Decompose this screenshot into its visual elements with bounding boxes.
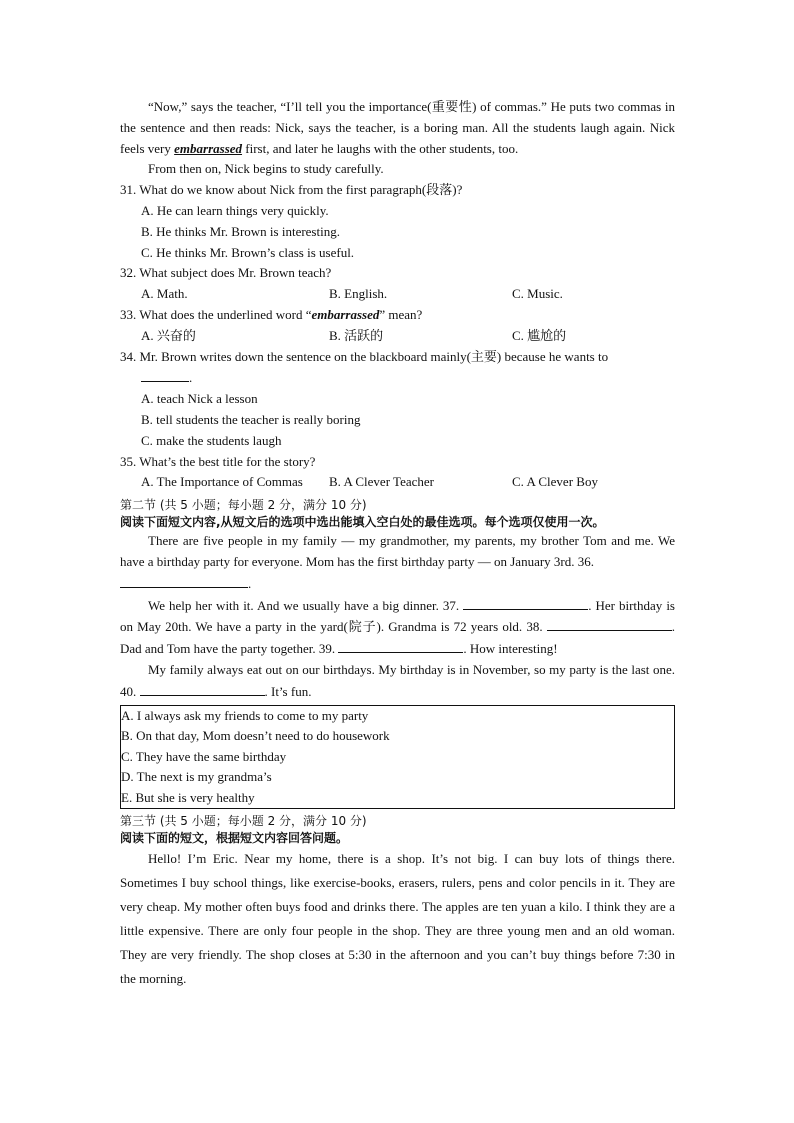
section2-heading: 第二节 (共 5 小题；每小题 2 分，满分 10 分) xyxy=(120,498,367,513)
q35-option-b: B. A Clever Teacher xyxy=(329,474,434,490)
blank-40 xyxy=(140,681,265,696)
blank-37 xyxy=(463,595,588,610)
q31-option-c: C. He thinks Mr. Brown’s class is useful. xyxy=(141,244,355,260)
options-box xyxy=(120,705,675,810)
question-32: 32. What subject does Mr. Brown teach? xyxy=(120,265,332,281)
q33-option-b: B. 活跃的 xyxy=(329,327,384,343)
q31-option-a: A. He can learn things very quickly. xyxy=(141,202,329,218)
question-35: 35. What’s the best title for the story? xyxy=(120,453,316,469)
section3-instruction: 阅读下面的短文，根据短文内容回答问题。 xyxy=(120,831,349,846)
q35-options xyxy=(120,472,675,493)
passage1-paragraph: “Now,” says the teacher, “I’ll tell you the importance(重要性) of commas.” He puts two commas in the sentence and then reads: Nick, says the teacher, is a boring man. All the students laugh again. Nick feels very embarrassed first, and later he laughs with the other students, too. xyxy=(120,99,675,156)
section2-paragraph-1: There are five people in my family — my grandmother, my parents, my brother Tom and me. We have a birthday party for everyone. Mom has the first birthday party — on January 3rd. 36. xyxy=(120,533,675,569)
option-c: C. They have the same birthday xyxy=(121,748,287,764)
q33-option-a: A. 兴奋的 xyxy=(141,327,196,343)
q32-options xyxy=(120,284,675,305)
question-34: 34. Mr. Brown writes down the sentence on the blackboard mainly(主要) because he wants to xyxy=(120,348,609,364)
q32-option-b: B. English. xyxy=(329,286,388,302)
section3-paragraph: Hello! I’m Eric. Near my home, there is a shop. It’s not big. I can buy lots of things there. Sometimes I buy school things, like exercise-books, erasers, rulers, pens and color pencils in it. They are very cheap. My mother often buys food and drinks there. The apples are ten yuan a kilo. I think they are a little expensive. There are only four people in the shop. They are three young men and an old woman. They are very friendly. The shop closes at 5:30 in the afternoon and you can’t buy things before 7:30 in the morning. xyxy=(120,851,675,987)
q33-word: embarrassed xyxy=(311,306,380,322)
question-33: 33. What does the underlined word “embarrassed” mean? xyxy=(120,306,423,322)
blank-39 xyxy=(338,638,463,653)
q35-option-c: C. A Clever Boy xyxy=(512,474,598,490)
blank-36 xyxy=(120,573,248,588)
section2-instruction: 阅读下面短文内容,从短文后的选项中选出能填入空白处的最佳选项。每个选项仅使用一次。 xyxy=(120,515,605,530)
answer-blank xyxy=(141,367,189,382)
option-b: B. On that day, Mom doesn’t need to do housework xyxy=(121,728,390,744)
q34-option-c: C. make the students laugh xyxy=(141,432,282,448)
q34-blank-line: . xyxy=(120,367,675,389)
q35-option-a: A. The Importance of Commas xyxy=(141,474,303,490)
q34-option-a: A. teach Nick a lesson xyxy=(141,391,258,407)
section2-paragraph-2: We help her with it. And we usually have a big dinner. 37. . Her birthday is on May 20th. We have a party in the yard(院子). Grandma is 72 years old. 38. . Dad and Tom have the party together. 39. . How interesting! xyxy=(120,595,675,660)
q33-options xyxy=(120,326,675,347)
section3-heading: 第三节 (共 5 小题；每小题 2 分，满分 10 分) xyxy=(120,814,367,829)
embarrassed-word: embarrassed xyxy=(174,140,243,156)
q34-option-b: B. tell students the teacher is really boring xyxy=(141,411,361,427)
option-e: E. But she is very healthy xyxy=(121,789,255,805)
blank-38 xyxy=(547,616,672,631)
q32-option-c: C. Music. xyxy=(512,286,563,302)
question-31: 31. What do we know about Nick from the first paragraph(段落)? xyxy=(120,182,463,198)
q31-option-b: B. He thinks Mr. Brown is interesting. xyxy=(141,223,340,239)
option-d: D. The next is my grandma’s xyxy=(121,769,272,785)
option-a: A. I always ask my friends to come to my party xyxy=(121,707,369,723)
q32-option-a: A. Math. xyxy=(141,286,188,302)
q33-option-c: C. 尴尬的 xyxy=(512,327,567,343)
section2-paragraph-3: My family always eat out on our birthdays. My birthday is in November, so my party is the last one. 40. . It’s fun. xyxy=(120,661,675,699)
passage1-paragraph-2: From then on, Nick begins to study carefully. xyxy=(148,161,384,177)
exam-page xyxy=(120,97,675,991)
blank-36-line: . xyxy=(120,573,675,595)
